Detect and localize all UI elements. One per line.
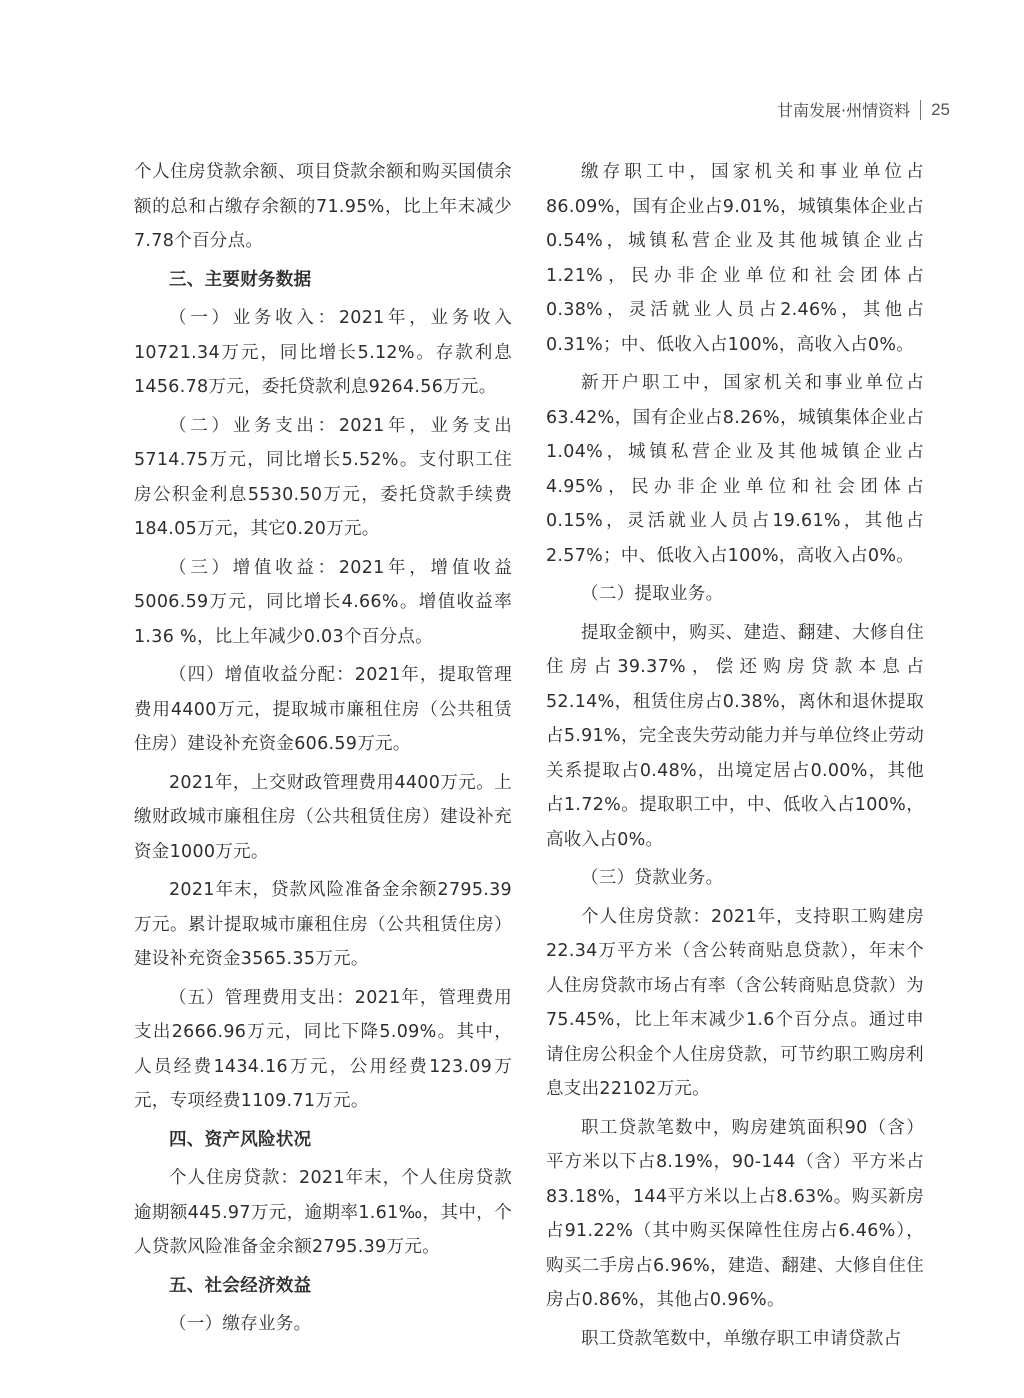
paragraph: （四）增值收益分配：2021年，提取管理费用4400万元，提取城市廉租住房（公共租赁住房）建设补充资金606.59万元。 [134, 665, 512, 754]
paragraph: 提取金额中，购买、建造、翻建、大修自住住房占39.37%，偿还购房贷款本息占52.14%，租赁住房占0.38%，离休和退休提取占5.91%，完全丧失劳动能力并与单位终止劳动关系提取占0.48%，出境定居占0.00%，其他占1.72%。提取职工中，中、低收入占100%，高收入占0%。 [546, 622, 924, 850]
paragraph: 新开户职工中，国家机关和事业单位占63.42%，国有企业占8.26%，城镇集体企业占1.04%，城镇私营企业及其他城镇企业占4.95%，民办非企业单位和社会团体占0.15%，灵活就业人员占19.61%，其他占2.57%；中、低收入占100%，高收入占0%。 [546, 373, 924, 566]
paragraph: （三）增值收益：2021年，增值收益5006.59万元，同比增长4.66%。增值收益率1.36 %，比上年减少0.03个百分点。 [134, 557, 512, 647]
paragraph: 职工贷款笔数中，购房建筑面积90（含）平方米以下占8.19%，90-144（含）平方米占83.18%，144平方米以上占8.63%。购买新房占91.22%（其中购买保障性住房占6.46%），购买二手房占6.96%，建造、翻建、大修自住住房占0.86%，其他占0.96%。 [546, 1117, 924, 1310]
right-text-column [546, 155, 924, 1360]
paragraph: （二）提取业务。 [581, 584, 724, 604]
paragraph: 个人住房贷款余额、项目贷款余额和购买国债余额的总和占缴存余额的71.95%，比上年末减少7.78个百分点。 [134, 162, 512, 251]
paragraph: （五）管理费用支出：2021年，管理费用支出2666.96万元，同比下降5.09%。其中，人员经费1434.16万元，公用经费123.09万元，专项经费1109.71万元。 [134, 987, 512, 1111]
paragraph: 个人住房贷款：2021年，支持职工购建房22.34万平方米（含公转商贴息贷款），年末个人住房贷款市场占有率（含公转商贴息贷款）为75.45%，比上年末减少1.6个百分点。通过申请住房公积金个人住房贷款，可节约职工购房利息支出22102万元。 [546, 906, 924, 1099]
paragraph: （一）缴存业务。 [169, 1314, 312, 1334]
paragraph: （一）业务收入：2021年，业务收入10721.34万元，同比增长5.12%。存款利息1456.78万元，委托贷款利息9264.56万元。 [134, 308, 512, 397]
running-header [777, 98, 950, 121]
header-divider [920, 100, 921, 120]
left-text-column [134, 155, 512, 1346]
paragraph: 缴存职工中，国家机关和事业单位占86.09%，国有企业占9.01%，城镇集体企业占0.54%，城镇私营企业及其他城镇企业占1.21%，民办非企业单位和社会团体占0.38%，灵活就业人员占2.46%，其他占0.31%；中、低收入占100%，高收入占0%。 [546, 162, 924, 355]
page-number: 25 [931, 99, 950, 119]
section-heading: 五、社会经济效益 [169, 1275, 312, 1296]
section-heading: 四、资产风险状况 [169, 1129, 312, 1150]
paragraph: 2021年末，贷款风险准备金余额2795.39万元。累计提取城市廉租住房（公共租赁住房）建设补充资金3565.35万元。 [134, 880, 512, 969]
paragraph: （三）贷款业务。 [581, 868, 724, 888]
section-heading: 三、主要财务数据 [169, 269, 312, 290]
paragraph: （二）业务支出：2021年，业务支出5714.75万元，同比增长5.52%。支付职工住房公积金利息5530.50万元，委托贷款手续费184.05万元，其它0.20万元。 [134, 415, 512, 539]
paragraph: 2021年，上交财政管理费用4400万元。上缴财政城市廉租住房（公共租赁住房）建设补充资金1000万元。 [134, 772, 512, 862]
paragraph: 个人住房贷款：2021年末，个人住房贷款逾期额445.97万元，逾期率1.61‰，其中，个人贷款风险准备金余额2795.39万元。 [134, 1168, 512, 1257]
paragraph: 职工贷款笔数中，单缴存职工申请贷款占 [581, 1328, 902, 1349]
header-title: 甘南发展·州情资料 [776, 101, 911, 120]
